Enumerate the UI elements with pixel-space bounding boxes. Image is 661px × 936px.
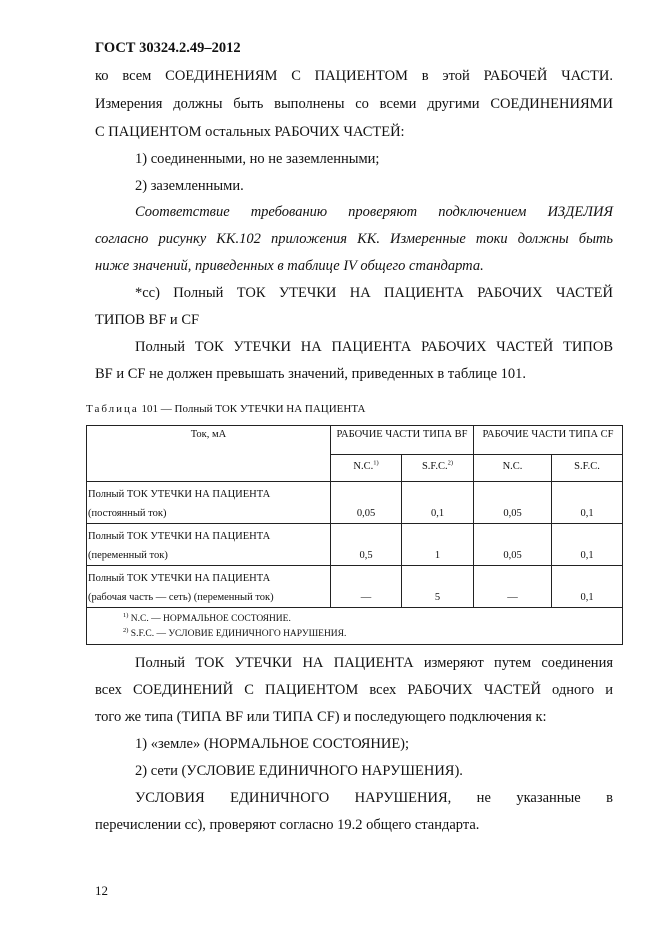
table-caption-prefix: Таблица [86,403,139,415]
row-label: Полный ТОК УТЕЧКИ НА ПАЦИЕНТА (постоянный ток) [87,482,331,524]
compliance-line: Соответствие требованию проверяют подключением ИЗДЕЛИЯ [135,204,613,220]
table-row [87,524,623,566]
paragraph-line: С ПАЦИЕНТОМ остальных РАБОЧИХ ЧАСТЕЙ: [95,124,405,140]
document-header: ГОСТ 30324.2.49–2012 [95,40,241,56]
list-item: 2) сети (УСЛОВИЕ ЕДИНИЧНОГО НАРУШЕНИЯ). [135,763,463,779]
cell-value: 0,05 [474,524,552,566]
col-group-cf: РАБОЧИЕ ЧАСТИ ТИПА CF [474,426,623,455]
table-caption [86,403,365,415]
paragraph-line: BF и CF не должен превышать значений, приведенных в таблице 101. [95,366,527,382]
table-note: $^{2)}$ S.F.C. — УСЛОВИЕ ЕДИНИЧНОГО НАРУШЕНИЯ. [123,626,347,639]
col-group-bf: РАБОЧИЕ ЧАСТИ ТИПА BF [331,426,474,455]
leakage-current-table [86,425,623,645]
list-item: 2) заземленными. [135,178,244,194]
cell-value: 0,05 [474,482,552,524]
table-row [87,482,623,524]
paragraph-line: Измерения должны быть выполнены со всеми другими СОЕДИНЕНИЯМИ [95,96,613,112]
cell-value: 0,1 [552,566,623,608]
paragraph-line: всех СОЕДИНЕНИЙ С ПАЦИЕНТОМ всех РАБОЧИХ ЧАСТЕЙ одного и [95,682,613,698]
row-label: Полный ТОК УТЕЧКИ НА ПАЦИЕНТА (переменный ток) [87,524,331,566]
list-item: 1) «земле» (НОРМАЛЬНОЕ СОСТОЯНИЕ); [135,736,410,752]
paragraph-line: Полный ТОК УТЕЧКИ НА ПАЦИЕНТА РАБОЧИХ ЧАСТЕЙ ТИПОВ [135,339,613,355]
cell-value: 0,05 [331,482,402,524]
paragraph-line: ко всем СОЕДИНЕНИЯМ С ПАЦИЕНТОМ в этой РАБОЧЕЙ ЧАСТИ. [95,68,613,84]
cell-value: 5 [402,566,474,608]
paragraph-line: УСЛОВИЯ ЕДИНИЧНОГО НАРУШЕНИЯ, не указанные в [135,790,613,806]
cell-value: 0,1 [402,482,474,524]
table-note: $^{1)}$ N.C. — НОРМАЛЬНОЕ СОСТОЯНИЕ. [123,611,291,624]
cell-value: 0,1 [552,524,623,566]
cell-value: 0,5 [331,524,402,566]
cell-value: — [474,566,552,608]
cell-value: 0,1 [552,482,623,524]
sub-header-nc-bf: N.C.$^{1)}$ [331,455,402,482]
paragraph-line: Полный ТОК УТЕЧКИ НА ПАЦИЕНТА измеряют путем соединения [135,655,613,671]
compliance-line: согласно рисунку КК.102 приложения КК. Измеренные токи должны быть [95,231,613,247]
list-item: 1) соединенными, но не заземленными; [135,151,380,167]
paragraph-line: перечислении сс), проверяют согласно 19.2 общего стандарта. [95,817,480,833]
paragraph-line: того же типа (ТИПА BF или ТИПА CF) и последующего подключения к: [95,709,547,725]
section-heading: *cc) Полный ТОК УТЕЧКИ НА ПАЦИЕНТА РАБОЧИХ ЧАСТЕЙ [135,285,613,301]
sub-header-sfc-bf: S.F.C.$^{2)}$ [402,455,474,482]
section-heading: ТИПОВ BF и CF [95,312,200,328]
sub-header-nc-cf: N.C. [474,455,552,482]
page-number: 12 [95,883,108,898]
cell-value: — [331,566,402,608]
compliance-line: ниже значений, приведенных в таблице IV общего стандарта. [95,258,484,274]
table-row [87,566,623,608]
col-header-current: Ток, мА [87,426,331,482]
sub-header-sfc-cf: S.F.C. [552,455,623,482]
table-notes [87,608,623,645]
cell-value: 1 [402,524,474,566]
table-caption-text: 101 — Полный ТОК УТЕЧКИ НА ПАЦИЕНТА [141,403,366,415]
row-label: Полный ТОК УТЕЧКИ НА ПАЦИЕНТА (рабочая часть — сеть) (переменный ток) [87,566,331,608]
